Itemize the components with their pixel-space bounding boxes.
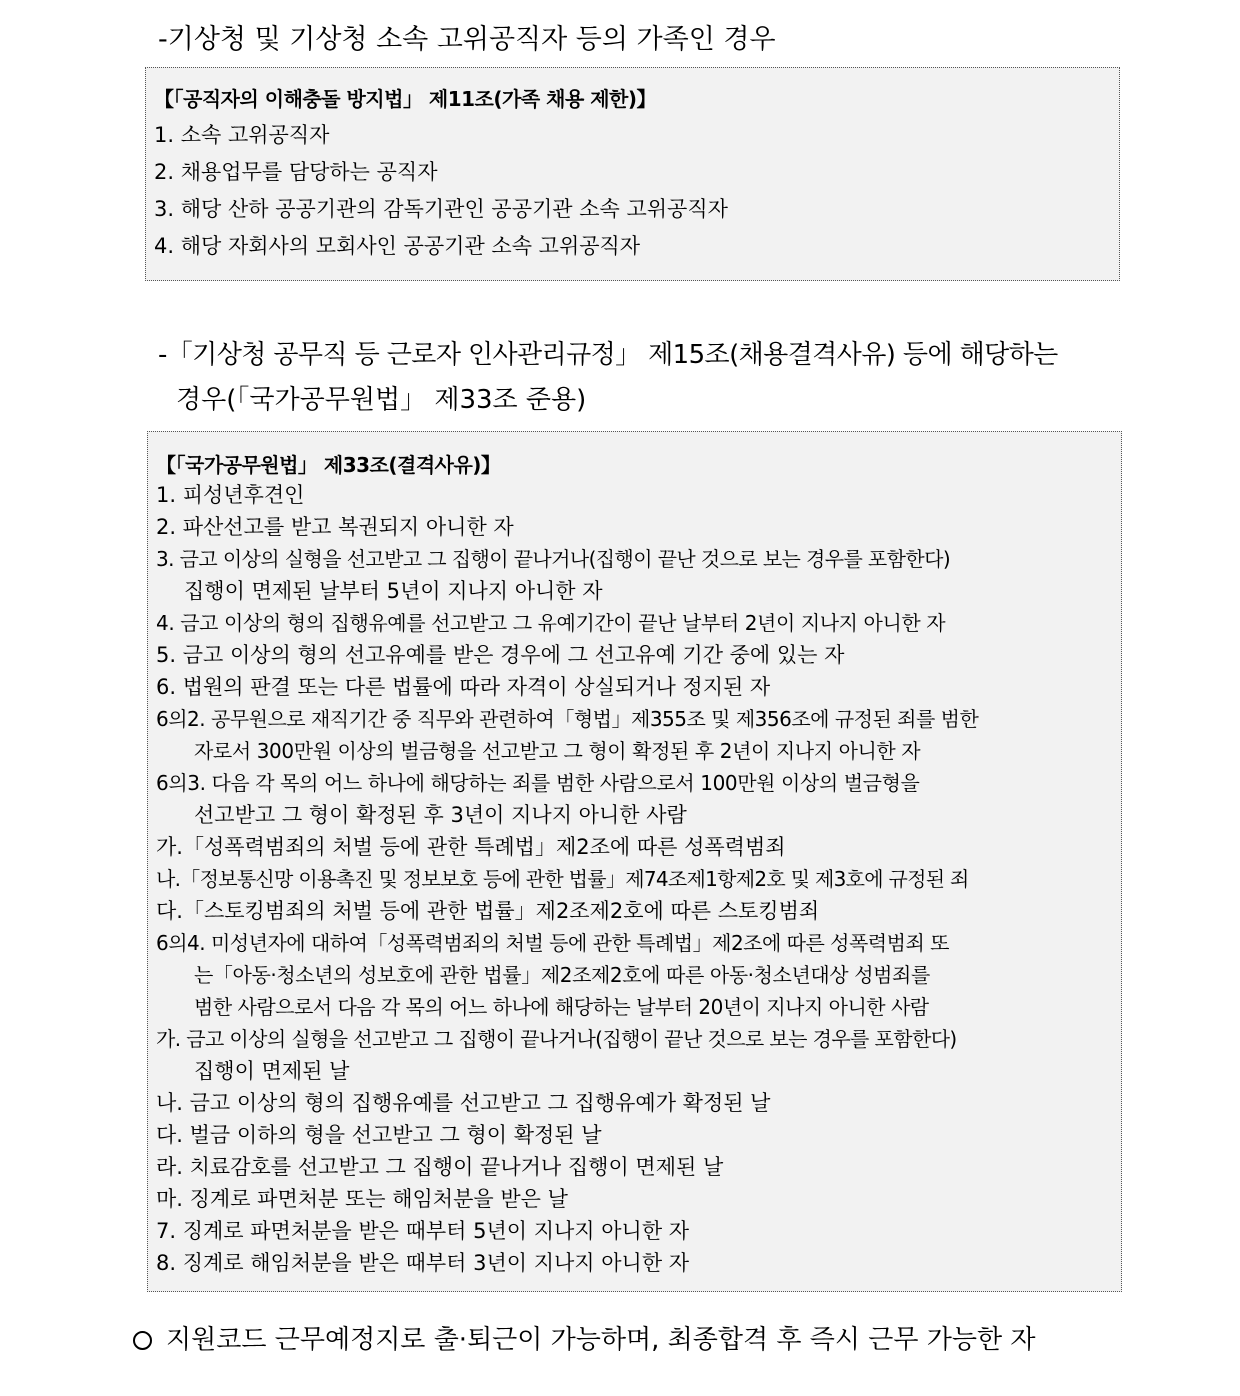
list-item: 6. 법원의 판결 또는 다른 법률에 따라 자격이 상실되거나 정지된 자 xyxy=(156,675,771,699)
list-item: 가.「성폭력범죄의 처벌 등에 관한 특례법」제2조에 따른 성폭력범죄 xyxy=(156,835,786,859)
list-item: 나.「정보통신망 이용촉진 및 정보보호 등에 관한 법률」제74조제1항제2호 및 제3호에 규정된 죄 xyxy=(156,867,969,891)
section2-heading: -「기상청 공무직 등 근로자 인사관리규정」 제15조(채용결격사유) 등에 해당하는 xyxy=(158,340,1058,370)
disqualification-box xyxy=(147,431,1122,1292)
list-item: 4. 해당 자회사의 모회사인 공공기관 소속 고위공직자 xyxy=(154,234,641,258)
list-item: 1. 피성년후견인 xyxy=(156,483,305,507)
list-item: 라. 치료감호를 선고받고 그 집행이 끝나거나 집행이 면제된 날 xyxy=(156,1155,724,1179)
list-item: 3. 해당 산하 공공기관의 감독기관인 공공기관 소속 고위공직자 xyxy=(154,197,728,221)
list-item: 마. 징계로 파면처분 또는 해임처분을 받은 날 xyxy=(156,1187,568,1211)
box-title: 【「공직자의 이해충돌 방지법」 제11조(가족 채용 제한)】 xyxy=(154,87,657,111)
list-item: 6의3. 다음 각 목의 어느 하나에 해당하는 죄를 범한 사람으로서 100만원 이상의 벌금형을 xyxy=(156,771,920,795)
list-item: 8. 징계로 해임처분을 받은 때부터 3년이 지나지 아니한 자 xyxy=(156,1251,690,1275)
box-title: 【「국가공무원법」 제33조(결격사유)】 xyxy=(156,453,501,477)
family-restriction-box xyxy=(145,67,1120,281)
list-item: 가. 금고 이상의 실형을 선고받고 그 집행이 끝나거나(집행이 끝난 것으로 보는 경우를 포함한다) xyxy=(156,1027,957,1051)
list-item: 3. 금고 이상의 실형을 선고받고 그 집행이 끝나거나(집행이 끝난 것으로 보는 경우를 포함한다) xyxy=(156,547,951,571)
list-item: 1. 소속 고위공직자 xyxy=(154,123,330,147)
list-item-cont: 는「아동·청소년의 성보호에 관한 법률」제2조제2호에 따른 아동·청소년대상 성범죄를 xyxy=(194,963,930,987)
circle-bullet-icon xyxy=(133,1331,152,1350)
list-item-cont: 집행이 면제된 날부터 5년이 지나지 아니한 자 xyxy=(184,579,603,603)
list-item: 5. 금고 이상의 형의 선고유예를 받은 경우에 그 선고유예 기간 중에 있는 자 xyxy=(156,643,845,667)
list-item: 2. 파산선고를 받고 복권되지 아니한 자 xyxy=(156,515,514,539)
list-item: 6의4. 미성년자에 대하여「성폭력범죄의 처벌 등에 관한 특례법」제2조에 따른 성폭력범죄 또 xyxy=(156,931,949,955)
footer-text: 지원코드 근무예정지로 출·퇴근이 가능하며, 최종합격 후 즉시 근무 가능한 자 xyxy=(166,1325,1036,1355)
list-item-cont: 자로서 300만원 이상의 벌금형을 선고받고 그 형이 확정된 후 2년이 지나지 아니한 자 xyxy=(194,739,921,763)
list-item: 나. 금고 이상의 형의 집행유예를 선고받고 그 집행유예가 확정된 날 xyxy=(156,1091,771,1115)
list-item: 다.「스토킹범죄의 처벌 등에 관한 법률」제2조제2호에 따른 스토킹범죄 xyxy=(156,899,820,923)
list-item: 6의2. 공무원으로 재직기간 중 직무와 관련하여「형법」제355조 및 제356조에 규정된 죄를 범한 xyxy=(156,707,979,731)
list-item: 4. 금고 이상의 형의 집행유예를 선고받고 그 유예기간이 끝난 날부터 2년이 지나지 아니한 자 xyxy=(156,611,946,635)
section2-heading-cont: 경우(「국가공무원법」 제33조 준용) xyxy=(176,385,587,415)
section1-heading: -기상청 및 기상청 소속 고위공직자 등의 가족인 경우 xyxy=(158,24,776,55)
list-item-cont: 선고받고 그 형이 확정된 후 3년이 지나지 아니한 사람 xyxy=(194,803,687,827)
footer-bullet xyxy=(133,1322,1036,1358)
list-item-cont: 집행이 면제된 날 xyxy=(194,1059,350,1083)
list-item: 2. 채용업무를 담당하는 공직자 xyxy=(154,160,438,184)
list-item-cont: 범한 사람으로서 다음 각 목의 어느 하나에 해당하는 날부터 20년이 지나지 아니한 사람 xyxy=(194,995,929,1019)
list-item: 7. 징계로 파면처분을 받은 때부터 5년이 지나지 아니한 자 xyxy=(156,1219,690,1243)
list-item: 다. 벌금 이하의 형을 선고받고 그 형이 확정된 날 xyxy=(156,1123,602,1147)
